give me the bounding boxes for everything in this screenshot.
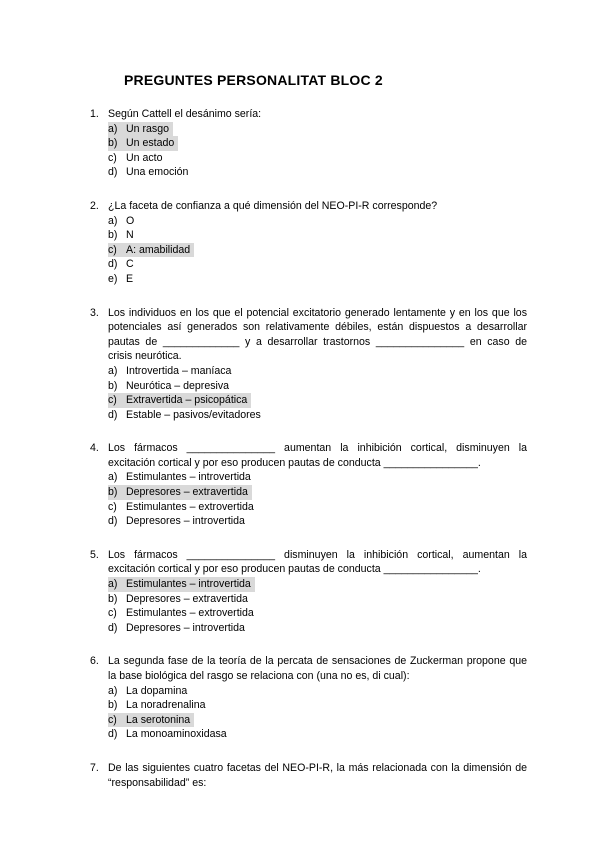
option [108,165,527,180]
option-highlighted [108,393,251,408]
option [108,514,527,529]
option-letter: c) [108,500,117,513]
question-2 [90,199,527,287]
option-letter: d) [108,408,118,421]
option [108,684,527,699]
option [108,214,527,229]
question-7 [90,761,527,790]
option-text: Depresores – introvertida [126,621,245,634]
option-list [108,364,527,422]
option-letter: b) [108,699,118,712]
option-letter: d) [108,258,118,271]
question-6 [90,654,527,742]
option-text: Neurótica – depresiva [126,379,230,392]
option [108,228,527,243]
option-letter: b) [108,379,118,392]
option-text: La serotonina [126,713,191,726]
option [108,257,527,272]
question-text: Según Cattell el desánimo sería: [108,108,262,120]
question-number: 1. [90,108,99,120]
option-letter: c) [108,607,117,620]
option [108,698,527,713]
option-letter: a) [108,578,118,591]
option-text: Un estado [126,137,175,150]
question-number: 3. [90,306,99,319]
option-list [108,122,527,180]
option-letter: b) [108,229,118,242]
question-row [90,441,527,470]
option-text: Estimulantes – extrovertida [126,500,254,513]
option [108,151,527,166]
option [108,364,527,379]
option-letter: d) [108,515,118,528]
option-text: La monoaminoxidasa [126,728,227,741]
page-title: PREGUNTES PERSONALITAT BLOC 2 [124,72,383,88]
option-text: Estimulantes – introvertida [126,471,251,484]
option-list [108,684,527,742]
option-highlighted [108,136,178,151]
option-list [108,577,527,635]
option-highlighted [108,485,252,500]
question-text: La segunda fase de la teoría de la percata de sensaciones de Zuckerman propone que la base biológica del rasgo se relaciona con (una no es, di cual): [108,655,527,682]
option-letter: c) [108,713,117,726]
option [108,470,527,485]
question-row [90,654,527,683]
option-letter: d) [108,728,118,741]
question-row [90,761,527,790]
question-text: Los fármacos _______________ disminuyen la inhibición cortical, aumentan la excitación cortical y por eso producen pautas de conducta ________________. [108,548,527,576]
option-text: E [126,272,134,285]
option-highlighted [108,577,255,592]
option-text: Estimulantes – introvertida [126,578,251,591]
question-text: De las siguientes cuatro facetas del NEO-PI-R, la más relacionada con la dimensión de “responsabilidad” es: [108,761,527,789]
option-highlighted [108,243,194,258]
option-letter: e) [108,272,118,285]
option-list [108,214,527,287]
option-text: La noradrenalina [126,699,206,712]
option-letter: d) [108,166,118,179]
option-text: Depresores – extravertida [126,592,248,605]
question-5 [90,548,527,636]
option-highlighted [108,122,173,137]
option-letter: a) [108,214,118,227]
question-number: 2. [90,199,99,212]
option-letter: d) [108,621,118,634]
question-text: ¿La faceta de confianza a qué dimensión del NEO-PI-R corresponde? [108,199,438,212]
option-text: Introvertida – maníaca [126,364,232,377]
option [108,621,527,636]
question-list [90,107,527,809]
question-3 [90,306,527,423]
option-letter: b) [108,486,118,499]
option-text: A: amabilidad [126,243,191,256]
option [108,408,527,423]
option-text: C [126,258,134,271]
option-highlighted [108,713,194,728]
option-text: N [126,229,134,242]
question-1 [90,107,527,180]
option-text: Estimulantes – extrovertida [126,607,254,620]
option-letter: a) [108,684,118,697]
question-row [90,199,527,214]
option-text: Un rasgo [126,122,169,135]
option-letter: b) [108,137,118,150]
option [108,606,527,621]
option [108,727,527,742]
option-letter: a) [108,364,118,377]
question-number: 7. [90,761,99,774]
option [108,379,527,394]
option-text: Estable – pasivos/evitadores [126,408,261,421]
option-text: Extravertida – psicopática [126,394,248,407]
option-text: Depresores – extravertida [126,486,248,499]
question-text: Los individuos en los que el potencial excitatorio generado lentamente y en los que los potenciales así generados son relativamente débiles, están dispuestos a desarrollar pautas de _____________ y a desarrollar trastornos _______________ en caso de crisis neurótica. [108,306,527,363]
option [108,272,527,287]
question-number: 4. [90,442,99,455]
option-text: Depresores – introvertida [126,515,245,528]
question-row [90,107,527,122]
option [108,500,527,515]
option-letter: a) [108,122,118,135]
option-text: O [126,214,135,227]
option-text: Un acto [126,151,163,164]
option-letter: c) [108,151,117,164]
option-letter: b) [108,592,118,605]
option-text: La dopamina [126,684,188,697]
option-letter: a) [108,471,118,484]
question-row [90,548,527,577]
question-number: 6. [90,655,99,668]
question-row [90,306,527,364]
option-letter: c) [108,243,117,256]
question-4 [90,441,527,529]
question-number: 5. [90,548,99,561]
option [108,592,527,607]
question-text: Los fármacos _______________ aumentan la inhibición cortical, disminuyen la excitación cortical y por eso producen pautas de conducta ________________. [108,442,527,469]
option-list [108,470,527,528]
option-text: Una emoción [126,166,189,179]
option-letter: c) [108,394,117,407]
